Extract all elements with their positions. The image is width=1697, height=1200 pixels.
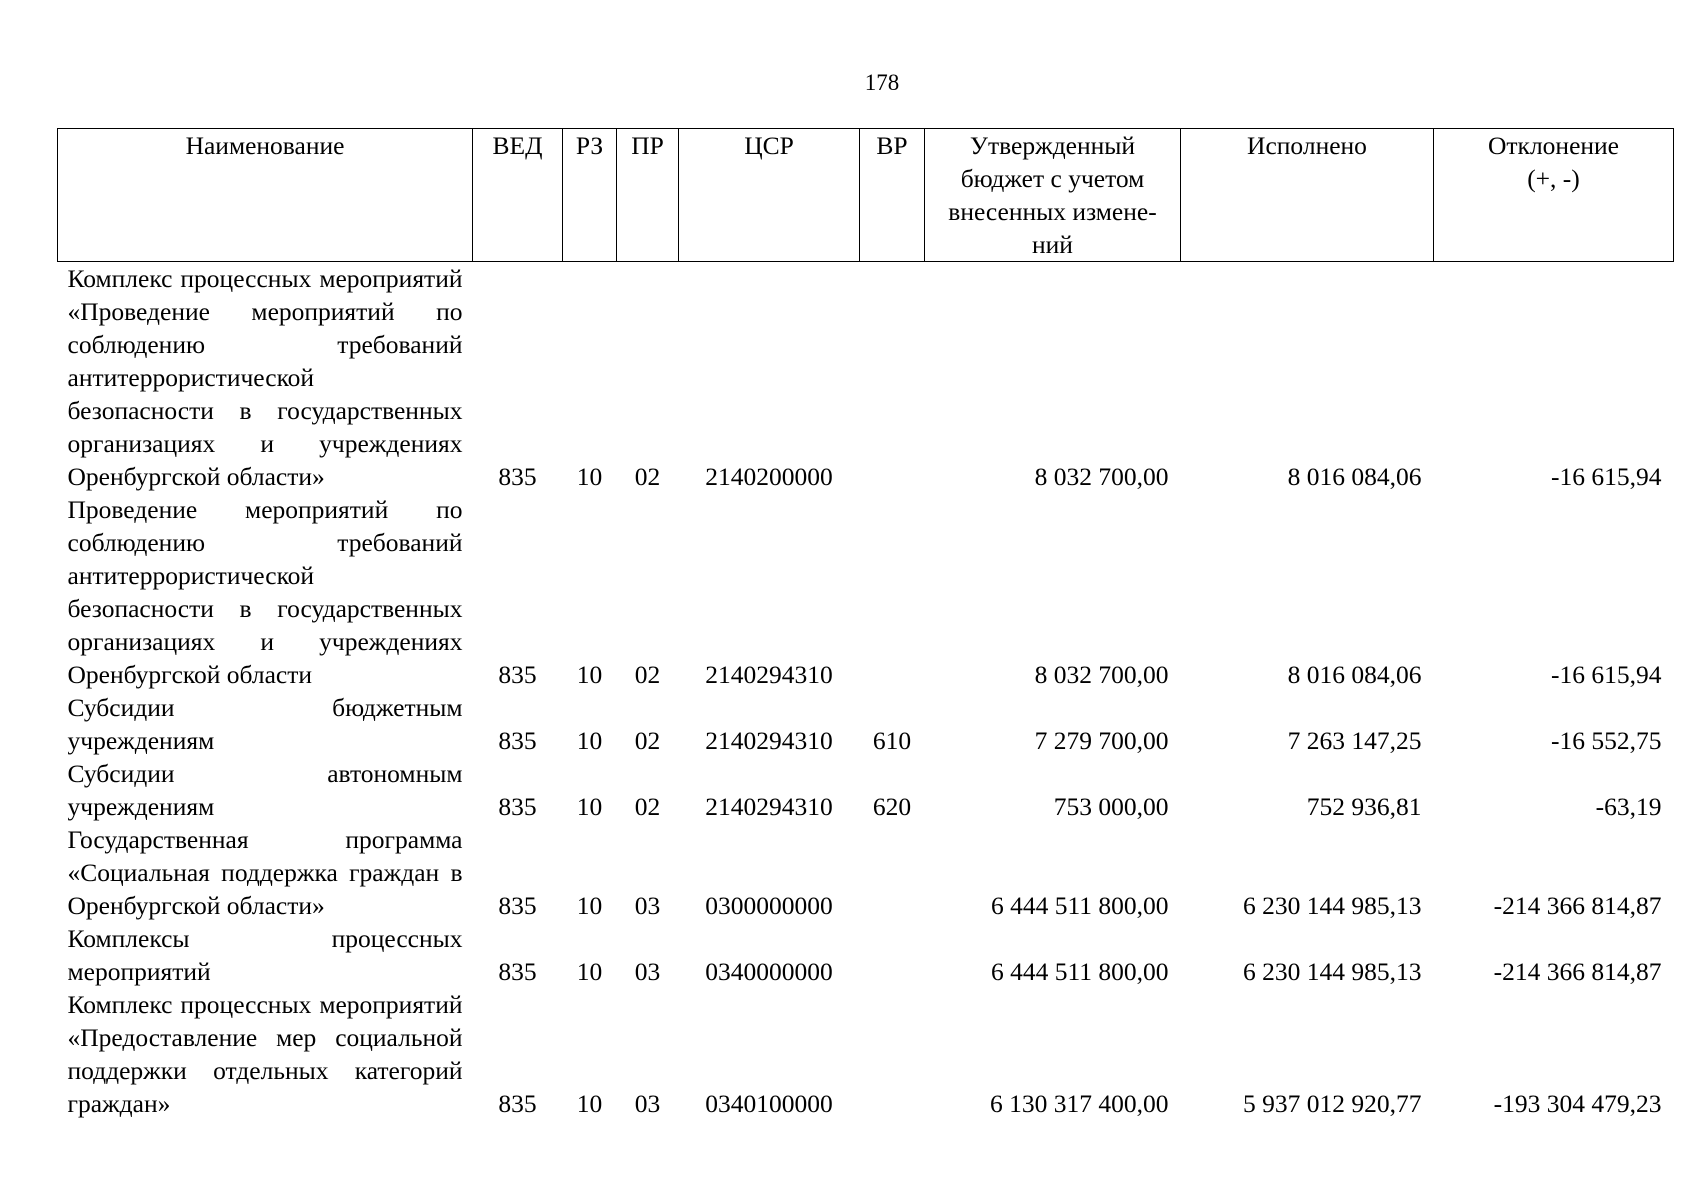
row-csr: 2140294310 bbox=[705, 660, 833, 689]
row-executed: 7 263 147,25 bbox=[1287, 726, 1422, 755]
table-row bbox=[58, 691, 1674, 757]
row-name: Субсидии автономным учреждениям bbox=[67, 759, 463, 821]
row-name: Проведение мероприятий по соблюдению требований антитеррористической безопасности в государственных организациях и учреждениях Оренбургской области bbox=[67, 495, 463, 689]
row-ved: 835 bbox=[498, 660, 537, 689]
row-csr: 2140294310 bbox=[705, 726, 833, 755]
row-executed: 8 016 084,06 bbox=[1287, 660, 1422, 689]
row-name: Комплекс процессных мероприятий «Предоставление мер социальной поддержки отдельных категорий граждан» bbox=[67, 990, 463, 1118]
row-pr: 02 bbox=[634, 660, 661, 689]
header-pr: ПР bbox=[617, 129, 679, 262]
row-vr bbox=[860, 493, 925, 691]
row-executed: 8 016 084,06 bbox=[1287, 462, 1422, 491]
header-vr: ВР bbox=[860, 129, 925, 262]
row-pr: 03 bbox=[634, 1089, 661, 1118]
row-approved: 7 279 700,00 bbox=[1034, 726, 1169, 755]
row-pr: 02 bbox=[634, 462, 661, 491]
row-rz: 10 bbox=[576, 660, 603, 689]
table-row bbox=[58, 493, 1674, 691]
table-row bbox=[58, 823, 1674, 922]
table-row bbox=[58, 988, 1674, 1120]
row-deviation: -16 615,94 bbox=[1551, 660, 1662, 689]
row-ved: 835 bbox=[498, 891, 537, 920]
row-csr: 0340000000 bbox=[705, 957, 833, 986]
row-vr: 610 bbox=[872, 726, 912, 755]
row-vr bbox=[860, 988, 925, 1120]
row-approved: 6 130 317 400,00 bbox=[990, 1089, 1169, 1118]
row-ved: 835 bbox=[498, 726, 537, 755]
row-deviation: -63,19 bbox=[1595, 792, 1662, 821]
table-row bbox=[58, 922, 1674, 988]
row-approved: 8 032 700,00 bbox=[1034, 660, 1169, 689]
header-deviation: Отклонение (+, -) bbox=[1434, 129, 1674, 262]
row-name: Комплексы процессных мероприятий bbox=[67, 924, 463, 986]
table-row bbox=[58, 757, 1674, 823]
row-name: Комплекс процессных мероприятий «Проведение мероприятий по соблюдению требований антитеррористической безопасности в государственных организациях и учреждениях Оренбургской области» bbox=[67, 264, 463, 491]
header-ved: ВЕД bbox=[473, 129, 563, 262]
row-rz: 10 bbox=[576, 891, 603, 920]
row-pr: 03 bbox=[634, 891, 661, 920]
row-rz: 10 bbox=[576, 1089, 603, 1118]
row-csr: 2140200000 bbox=[705, 462, 833, 491]
row-pr: 02 bbox=[634, 726, 661, 755]
row-approved: 6 444 511 800,00 bbox=[990, 891, 1169, 920]
row-csr: 0340100000 bbox=[705, 1089, 833, 1118]
row-name: Субсидии бюджетным учреждениям bbox=[67, 693, 463, 755]
row-rz: 10 bbox=[576, 462, 603, 491]
header-approved: Утвержденный бюджет с учетом внесенных измене-ний bbox=[925, 129, 1181, 262]
row-ved: 835 bbox=[498, 1089, 537, 1118]
row-approved: 753 000,00 bbox=[1053, 792, 1169, 821]
row-vr bbox=[860, 922, 925, 988]
row-ved: 835 bbox=[498, 957, 537, 986]
header-csr: ЦСР bbox=[679, 129, 860, 262]
row-deviation: -16 552,75 bbox=[1551, 726, 1662, 755]
row-pr: 03 bbox=[634, 957, 661, 986]
row-pr: 02 bbox=[634, 792, 661, 821]
row-deviation: -193 304 479,23 bbox=[1493, 1089, 1662, 1118]
row-vr bbox=[860, 262, 925, 494]
row-ved: 835 bbox=[498, 792, 537, 821]
row-ved: 835 bbox=[498, 462, 537, 491]
header-rz: РЗ bbox=[563, 129, 617, 262]
row-rz: 10 bbox=[576, 957, 603, 986]
row-vr bbox=[860, 823, 925, 922]
row-executed: 6 230 144 985,13 bbox=[1243, 957, 1422, 986]
header-executed: Исполнено bbox=[1181, 129, 1434, 262]
row-approved: 6 444 511 800,00 bbox=[990, 957, 1169, 986]
row-rz: 10 bbox=[576, 726, 603, 755]
table-header-row bbox=[58, 129, 1674, 262]
row-name: Государственная программа «Социальная поддержка граждан в Оренбургской области» bbox=[67, 825, 463, 920]
row-deviation: -214 366 814,87 bbox=[1493, 957, 1662, 986]
header-name: Наименование bbox=[58, 129, 473, 262]
page-number: 178 bbox=[864, 70, 900, 95]
table-row bbox=[58, 262, 1674, 494]
row-vr: 620 bbox=[872, 792, 912, 821]
row-deviation: -16 615,94 bbox=[1551, 462, 1662, 491]
budget-table bbox=[57, 128, 1674, 1120]
row-rz: 10 bbox=[576, 792, 603, 821]
row-executed: 6 230 144 985,13 bbox=[1243, 891, 1422, 920]
row-executed: 5 937 012 920,77 bbox=[1243, 1089, 1422, 1118]
row-executed: 752 936,81 bbox=[1306, 792, 1422, 821]
row-deviation: -214 366 814,87 bbox=[1493, 891, 1662, 920]
row-approved: 8 032 700,00 bbox=[1034, 462, 1169, 491]
row-csr: 2140294310 bbox=[705, 792, 833, 821]
row-csr: 0300000000 bbox=[705, 891, 833, 920]
